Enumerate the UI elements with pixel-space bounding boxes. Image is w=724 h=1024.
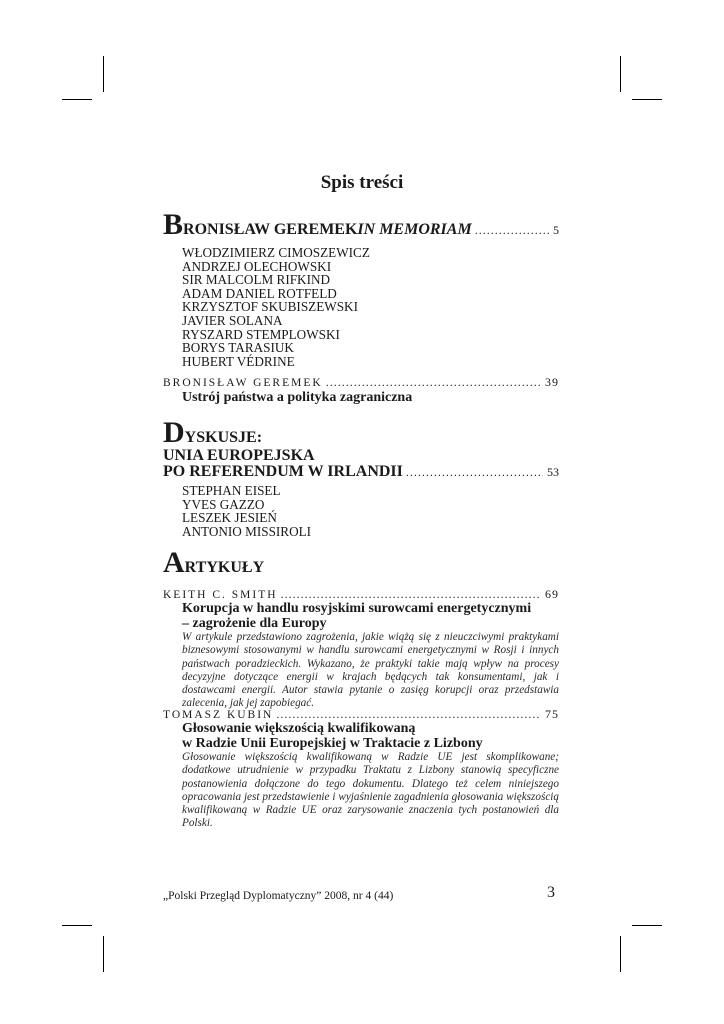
toc-entry-geremek[interactable] bbox=[163, 375, 559, 390]
list-item: KRZYSZTOF SKUBISZEWSKI bbox=[182, 299, 358, 315]
crop-mark bbox=[632, 99, 662, 100]
list-item: RYSZARD STEMPLOWSKI bbox=[182, 326, 340, 342]
page-title: Spis treści bbox=[320, 172, 404, 193]
heading-italic: IN MEMORIAM bbox=[357, 221, 472, 238]
crop-mark bbox=[103, 936, 104, 972]
section-heading-dyskusje[interactable] bbox=[163, 418, 559, 480]
dot-leader bbox=[276, 707, 541, 722]
heading-initial: B bbox=[163, 208, 184, 241]
article-abstract: Głosowanie większością kwalifikowaną w Radzie UE jest skomplikowane; dodatkowe utrudnienie w przypadku Traktatu z Lizbony stanowią specyficzne postanowienia dołączone do tego dokumentu. Dlatego też celem niniejszego opracowania jest przedstawienie i wyjaśnienie zagadnienia głosowania większością kwalifikowaną w Radzie UE oraz zarysowanie znaczenia tych postanowień dla Polski. bbox=[182, 751, 559, 830]
title-line: w Radzie Unii Europejskiej w Traktacie z Lizbony bbox=[182, 736, 483, 751]
entry-author: KEITH C. SMITH bbox=[163, 589, 278, 601]
list-item: ANTONIO MISSIROLI bbox=[182, 523, 312, 539]
title-line: – zagrożenie dla Europy bbox=[182, 616, 327, 631]
page-number: 53 bbox=[547, 465, 559, 479]
dot-leader bbox=[326, 375, 541, 390]
crop-mark bbox=[620, 936, 621, 972]
toc-entry-smith[interactable] bbox=[163, 587, 559, 602]
crop-mark bbox=[103, 56, 104, 92]
journal-footer: „Polski Przegląd Dyplomatyczny” 2008, nr 4 (44) bbox=[163, 890, 394, 902]
page-folio: 3 bbox=[547, 884, 555, 901]
list-item: STEPHAN EISEL bbox=[182, 483, 281, 498]
page-number: 69 bbox=[545, 587, 559, 601]
dot-leader bbox=[406, 464, 543, 480]
list-item: WŁODZIMIERZ CIMOSZEWICZ bbox=[182, 245, 370, 260]
section-heading-artykuly[interactable] bbox=[163, 548, 559, 578]
entry-author: BRONISŁAW GEREMEK bbox=[163, 377, 323, 389]
list-item: SIR MALCOLM RIFKIND bbox=[182, 272, 331, 288]
crop-mark bbox=[632, 925, 662, 926]
title-line: Głosowanie większością kwalifikowaną bbox=[182, 721, 416, 736]
dot-leader bbox=[281, 587, 541, 602]
heading-initial: A bbox=[163, 546, 185, 579]
page-number: 5 bbox=[553, 223, 559, 237]
title-line: Korupcja w handlu rosyjskimi surowcami energetycznymi bbox=[182, 601, 532, 616]
list-item: YVES GAZZO bbox=[182, 496, 265, 512]
heading-text: RONISŁAW GEREMEK bbox=[183, 221, 358, 238]
heading-text: RTYKUŁY bbox=[184, 559, 265, 576]
list-item: ADAM DANIEL ROTFELD bbox=[182, 285, 337, 301]
entry-title: Ustrój państwa a polityka zagraniczna bbox=[182, 390, 413, 405]
article-abstract: W artykule przedstawiono zagrożenia, jakie wiążą się z nieuczciwymi praktykami biznesowymi stosowanymi w handlu surowcami energetycznymi w Rosji i innych państwach poradzieckich. Wykazano, że praktyki takie mają wpływ na procesy decyzyjne dotyczące energii w krajach będących tak konsumentami, jak i dostawcami energii. Autor stawia pytanie o zasięg korupcji oraz przedstawia zalecenia, jak jej zapobiegać. bbox=[182, 631, 559, 710]
list-item: BORYS TARASIUK bbox=[182, 340, 294, 356]
author-list bbox=[182, 484, 311, 538]
article-title bbox=[182, 721, 562, 751]
page-number: 75 bbox=[545, 707, 559, 721]
section-heading-in-memoriam[interactable] bbox=[163, 210, 559, 240]
author-list bbox=[182, 246, 370, 368]
toc-entry-kubin[interactable] bbox=[163, 707, 559, 722]
heading-line: PO REFERENDUM W IRLANDII bbox=[163, 463, 403, 480]
list-item: JAVIER SOLANA bbox=[182, 312, 283, 328]
crop-mark bbox=[62, 925, 92, 926]
heading-line: UNIA EUROPEJSKA bbox=[163, 447, 315, 464]
heading-initial: D bbox=[163, 416, 185, 449]
heading-text: YSKUSJE: bbox=[184, 429, 263, 446]
page-number: 39 bbox=[545, 375, 559, 389]
crop-mark bbox=[620, 56, 621, 92]
list-item: ANDRZEJ OLECHOWSKI bbox=[182, 258, 332, 274]
entry-author: TOMASZ KUBIN bbox=[163, 709, 274, 721]
crop-mark bbox=[62, 99, 92, 100]
article-title bbox=[182, 601, 562, 631]
list-item: HUBERT VÉDRINE bbox=[182, 353, 295, 369]
list-item: LESZEK JESIEŃ bbox=[182, 510, 277, 526]
dot-leader bbox=[475, 222, 549, 238]
